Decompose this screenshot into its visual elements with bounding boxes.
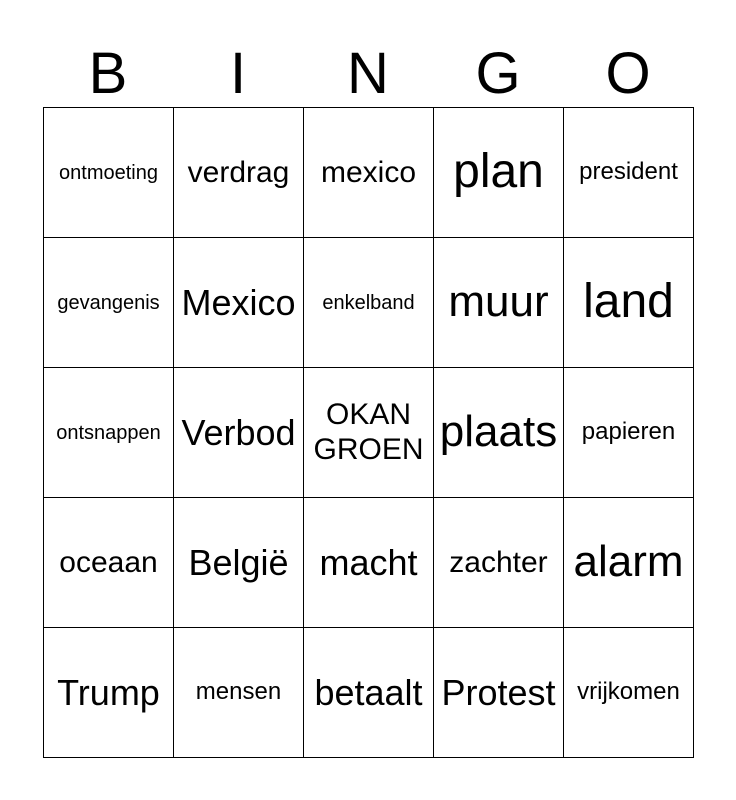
header-letter-i: I <box>229 41 247 106</box>
bingo-cell[interactable]: Protest <box>434 628 564 758</box>
bingo-cell[interactable]: muur <box>434 238 564 368</box>
bingo-board <box>43 107 694 758</box>
bingo-cell[interactable]: ontmoeting <box>44 108 174 238</box>
bingo-cell[interactable]: België <box>174 498 304 628</box>
bingo-cell[interactable]: land <box>564 238 694 368</box>
bingo-cell[interactable]: Verbod <box>174 368 304 498</box>
header-letter-g: G <box>475 41 521 106</box>
bingo-cell[interactable]: plan <box>434 108 564 238</box>
bingo-header <box>43 40 693 108</box>
bingo-cell[interactable]: mensen <box>174 628 304 758</box>
bingo-cell-free[interactable]: OKAN GROEN <box>304 368 434 498</box>
bingo-cell[interactable]: betaalt <box>304 628 434 758</box>
header-letter-n: N <box>347 41 389 106</box>
bingo-cell[interactable]: plaats <box>434 368 564 498</box>
bingo-cell[interactable]: enkelband <box>304 238 434 368</box>
bingo-cell[interactable]: Trump <box>44 628 174 758</box>
bingo-cell[interactable]: oceaan <box>44 498 174 628</box>
bingo-cell[interactable]: macht <box>304 498 434 628</box>
bingo-cell[interactable]: zachter <box>434 498 564 628</box>
bingo-cell[interactable]: gevangenis <box>44 238 174 368</box>
header-letter-o: O <box>605 41 651 106</box>
bingo-cell[interactable]: mexico <box>304 108 434 238</box>
bingo-cell[interactable]: alarm <box>564 498 694 628</box>
bingo-cell[interactable]: ontsnappen <box>44 368 174 498</box>
bingo-cell[interactable]: vrijkomen <box>564 628 694 758</box>
header-letter-b: B <box>88 41 128 106</box>
bingo-cell[interactable]: verdrag <box>174 108 304 238</box>
bingo-cell[interactable]: Mexico <box>174 238 304 368</box>
bingo-cell[interactable]: papieren <box>564 368 694 498</box>
bingo-cell[interactable]: president <box>564 108 694 238</box>
